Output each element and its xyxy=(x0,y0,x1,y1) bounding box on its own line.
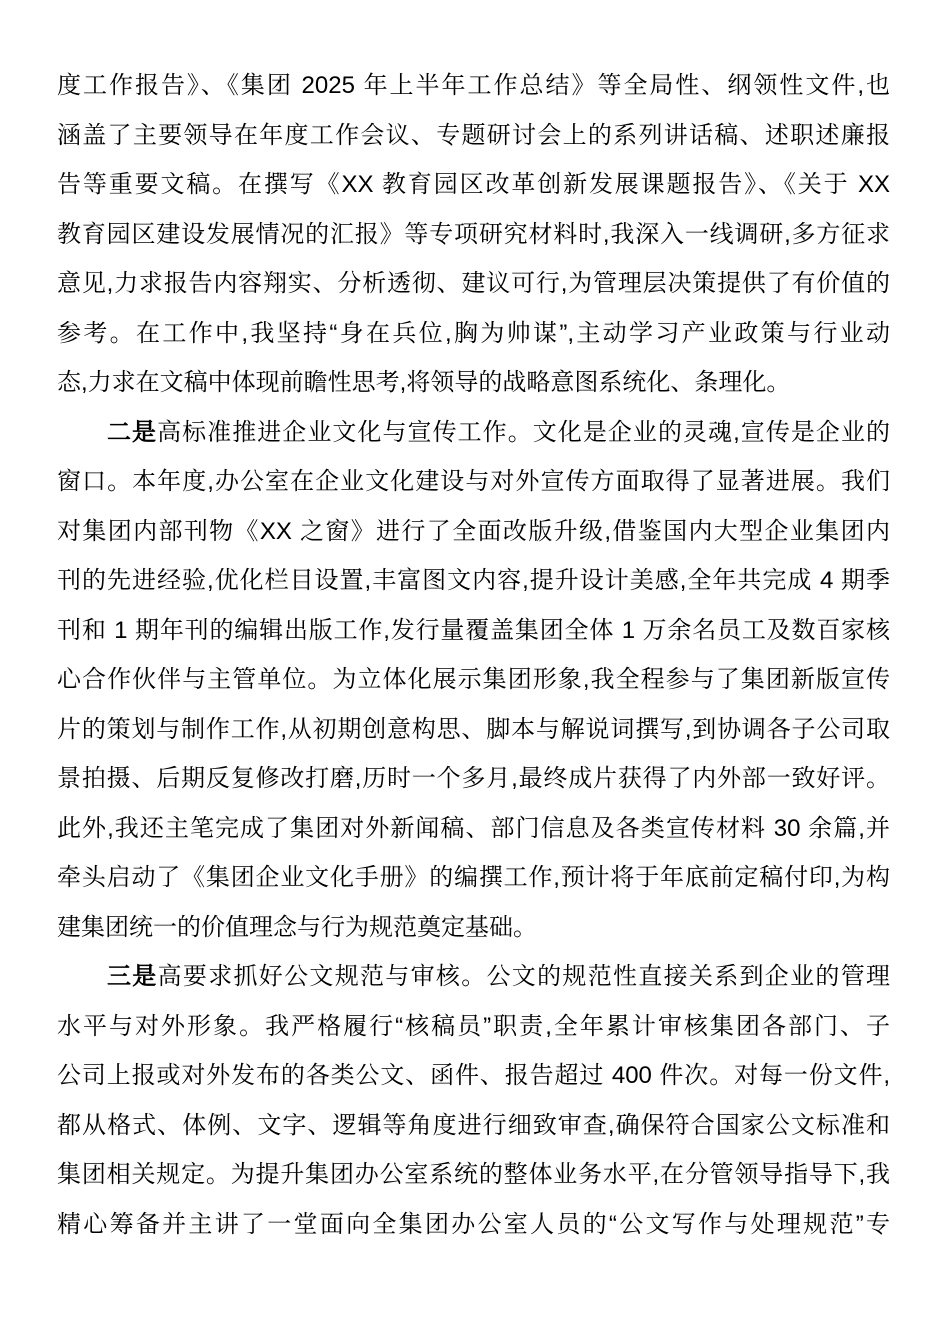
text-line xyxy=(57,1101,890,1151)
line-text: 都从格式、体例、文字、逻辑等角度进行细致审查,确保符合国家公文标准和 xyxy=(57,1111,890,1139)
line-text: 参考。在工作中,我坚持“身在兵位,胸为帅谋”,主动学习产业政策与行业动 xyxy=(57,319,890,347)
text-line xyxy=(57,457,890,507)
bold-lead: 三是 xyxy=(107,963,158,990)
text-line xyxy=(57,160,890,210)
line-text: 刊的先进经验,优化栏目设置,丰富图文内容,提升设计美感,全年共完成 4 期季 xyxy=(57,567,890,594)
line-text: 高要求抓好公文规范与审核。公文的规范性直接关系到企业的管理 xyxy=(157,963,890,990)
line-text: 水平与对外形象。我严格履行“核稿员”职责,全年累计审核集团各部门、子 xyxy=(57,1012,890,1040)
line-text: 度工作报告》、《集团 2025 年上半年工作总结》等全局性、纲领性文件,也 xyxy=(57,72,890,99)
line-text: 高标准推进企业文化与宣传工作。文化是企业的灵魂,宣传是企业的 xyxy=(157,418,890,446)
line-text: 窗口。本年度,办公室在企业文化建设与对外宣传方面取得了显著进展。我们 xyxy=(57,468,890,495)
text-line xyxy=(57,408,890,458)
line-text: 景拍摄、后期反复修改打磨,历时一个多月,最终成片获得了内外部一致好评。 xyxy=(57,765,890,792)
line-text: 态,力求在文稿中体现前瞻性思考,将领导的战略意图系统化、条理化。 xyxy=(57,369,791,396)
text-line xyxy=(57,903,890,953)
text-line xyxy=(57,259,890,309)
text-line xyxy=(57,358,890,408)
text-line xyxy=(57,1150,890,1200)
text-line xyxy=(57,804,890,854)
line-text: 公司上报或对外发布的各类公文、函件、报告超过 400 件次。对每一份文件, xyxy=(57,1062,890,1089)
text-line xyxy=(57,853,890,903)
text-line xyxy=(57,705,890,755)
text-line xyxy=(57,210,890,260)
paragraph-3 xyxy=(57,952,890,1249)
text-line xyxy=(57,606,890,656)
text-line xyxy=(57,655,890,705)
line-text: 牵头启动了《集团企业文化手册》的编撰工作,预计将于年底前定稿付印,为构 xyxy=(57,864,890,891)
text-line xyxy=(57,754,890,804)
line-text: 精心筹备并主讲了一堂面向全集团办公室人员的“公文写作与处理规范”专 xyxy=(57,1210,890,1238)
text-line xyxy=(57,61,890,111)
line-text: 告等重要文稿。在撰写《XX 教育园区改革创新发展课题报告》、《关于 XX xyxy=(57,171,890,198)
line-text: 心合作伙伴与主管单位。为立体化展示集团形象,我全程参与了集团新版宣传 xyxy=(57,666,890,693)
text-line xyxy=(57,1051,890,1101)
line-text: 对集团内部刊物《XX 之窗》进行了全面改版升级,借鉴国内大型企业集团内 xyxy=(57,517,890,545)
line-text: 教育园区建设发展情况的汇报》等专项研究材料时,我深入一线调研,多方征求 xyxy=(57,220,890,248)
line-text: 涵盖了主要领导在年度工作会议、专题研讨会上的系列讲话稿、述职述廉报 xyxy=(57,121,890,149)
line-text: 片的策划与制作工作,从初期创意构思、脚本与解说词撰写,到协调各子公司取 xyxy=(57,715,890,743)
line-text: 此外,我还主笔完成了集团对外新闻稿、部门信息及各类宣传材料 30 余篇,并 xyxy=(57,814,890,842)
line-text: 刊和 1 期年刊的编辑出版工作,发行量覆盖集团全体 1 万余名员工及数百家核 xyxy=(57,616,890,644)
paragraph-2 xyxy=(57,408,890,953)
text-line xyxy=(57,309,890,359)
text-line xyxy=(57,1200,890,1250)
text-line xyxy=(57,111,890,161)
bold-lead: 二是 xyxy=(107,418,158,446)
paragraph-1 xyxy=(57,61,890,408)
text-line xyxy=(57,1002,890,1052)
text-line xyxy=(57,507,890,557)
text-line xyxy=(57,952,890,1002)
line-text: 集团相关规定。为提升集团办公室系统的整体业务水平,在分管领导指导下,我 xyxy=(57,1161,890,1188)
line-text: 建集团统一的价值理念与行为规范奠定基础。 xyxy=(57,913,537,941)
line-text: 意见,力求报告内容翔实、分析透彻、建议可行,为管理层决策提供了有价值的 xyxy=(57,270,890,297)
text-line xyxy=(57,556,890,606)
